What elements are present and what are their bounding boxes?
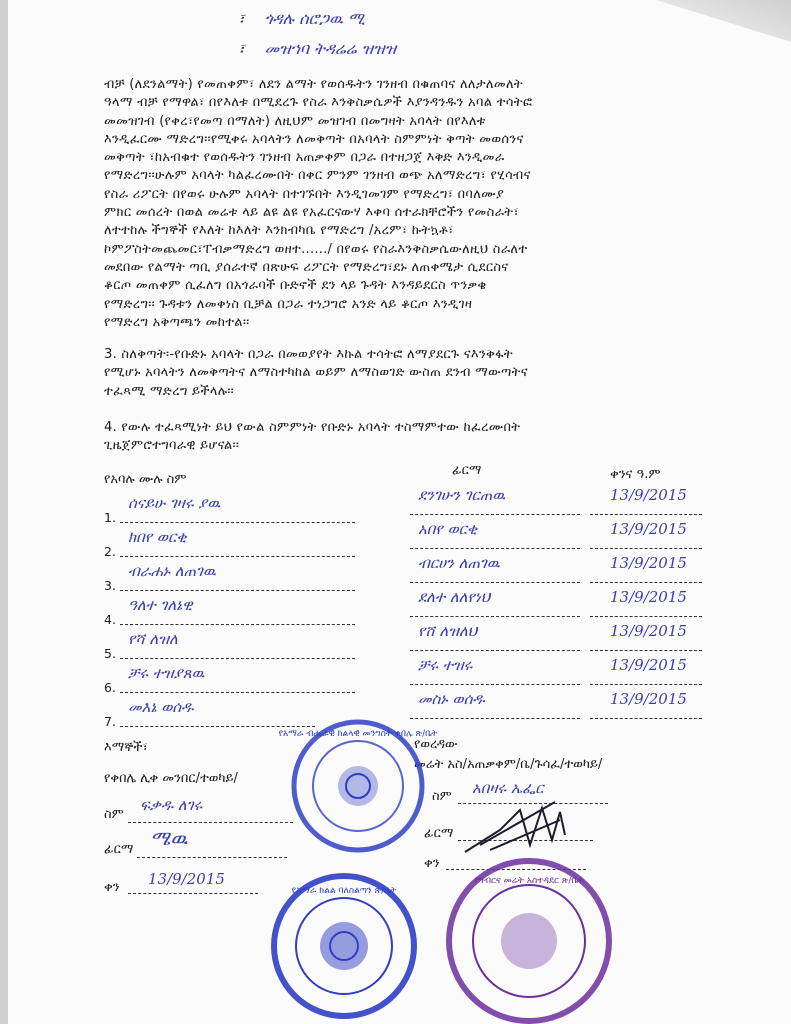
member-name: ብራሐኑ ለጠገዉ [128,562,216,580]
witness-signature-label: ፊርማ [104,842,134,857]
row-number: 6. [104,680,116,695]
para-line: ኮምፖስትመጨመር፣ፐብቃማድረግ ወዘተ....../ በየወሩ የስራእንቅስቃሴውለዚህ ስራለተ [104,241,528,257]
signature-line [410,548,580,549]
witness-date-label: ቀን [104,880,120,895]
date-line [590,514,702,515]
witness-signature-line [137,857,287,858]
member-date: 13/9/2015 [610,690,687,708]
stamp-1-text: የአማራ ብሔራዊ ክልላዊ መንግስት ቀበሌ ጽ/ቤት [278,729,438,739]
signature-line [410,718,580,719]
date-line [590,582,702,583]
date-line [590,548,702,549]
paragraph-4 [104,419,719,456]
date-line [590,616,702,617]
para-line: ምክር መሰረት በወል መሬቱ ላይ ልዩ ልዩ የአፈርናውሃ እቀባ ሰተራክቸሮችን የመስራት፣ [104,205,519,221]
stamp-2 [266,868,422,1024]
top-note-2: ፣ መዝኀባ ትዳሬሬ ዝዝዝ [238,39,397,58]
para-line: የሚሆኑ አባላትን ለመቅጣትና ለማስተካከል ወይም ለማስወገድ ውስጠ ደንብ ማውጣትና [104,365,528,381]
guarantor-name-label: ስም [432,789,452,804]
name-line [120,590,355,591]
name-line [120,658,355,659]
para-line: የማድረግ፡፡ ጉዳቱን ለመቀነስ ቢቻል በጋራ ተነጋግሮ አንድ ላይ ቆርጦ እንዲገዛ [104,296,473,312]
member-signature: የሸ ለዝለህ [418,622,478,640]
header-date: ቀንና ዓ.ም [610,467,661,482]
row-number: 1. [104,510,116,525]
para-line: ጊዜጀምሮተግባራዊ ይሆናል፡፡ [104,438,240,454]
signature-line [410,514,580,515]
date-line [590,718,702,719]
member-signature: አበየ ወርቂ [418,520,478,538]
signature-line [410,616,580,617]
guarantor-signature-scribble [460,790,570,860]
witness-signature-value: ሜዉ [150,826,188,850]
member-signature: ቻሩ ተዝሩ [418,656,473,674]
signature-line [410,684,580,685]
member-date: 13/9/2015 [610,622,687,640]
member-signature: ደለተ ለለየነህ [418,588,491,606]
member-date: 13/9/2015 [610,554,687,572]
signature-line [410,650,580,651]
para-line: መቅጣት ፣ከአብቁተ የወሰዱትን ገንዘብ አጠቃቀም በጋራ በተዘጋጀ እቅድ እንዲመራ [104,150,505,166]
member-name: ዓለተ ገለኔዊ [128,596,193,614]
para-line: ቆርጦ መጠቀም ሲፈለግ በአጎራባች ቡድኖች ደን ላይ ጉዳት እንዳይደርስ ጥንቃቄ [104,278,487,294]
guarantor-office-label: መሬት አስ/አጠቃቀም/ቤ/ጉሳፈ/ተወካይ/ [414,757,603,772]
row-number: 4. [104,612,116,627]
para-line: ብቻ (ለደንልማት) የመጠቀም፣ ለደን ልማት የወሰዱትን ገንዘብ በቁጠባና ለለታለመለት [104,77,523,92]
signature-line [410,582,580,583]
member-date: 13/9/2015 [610,656,687,674]
paragraph-3 [104,346,719,401]
name-line [120,692,355,693]
guarantor-name-value: አበዛሩ ኤፌር [472,779,544,797]
witness-name-line [128,822,293,823]
witness-date-line [128,893,258,894]
para-line: የማድረግ፡፡ሁሉም አባላት ካልፈረሙበት በቀር ምንም ገንዘብ ወጭ አለማድረግ፣ የሂሳብና [104,168,531,184]
para-line: የስራ ሪፖርት በየወሩ ሁሉም አባላት በተገኙበት እንዲገመገም የማድረግ፣ በባለሙያ [104,186,505,202]
date-line [590,650,702,651]
name-line [120,726,315,727]
row-number: 5. [104,646,116,661]
para-line: 4. የውሉ ተፈጻሚነት ይህ የውል ስምምነት የቡድኑ አባላት ተስማምተው ከፈረሙበት [104,420,521,435]
para-line: የማድረግ አቅጣጫን መከተል፡፡ [104,314,250,330]
date-line [590,684,702,685]
para-line: መደበው የልማት ጣቢ ያሰራተኛ በጽሁፍ ሪፖርት የማድረግ፣ደኑ ለጠቀሜታ ሲደርስና [104,259,509,275]
guarantor-title: የወረዳው [414,737,458,752]
member-date: 13/9/2015 [610,520,687,538]
name-line [120,556,355,557]
stamp-2-text: የአማራ ክልል ባለስልጣን ጽ/ቤት [291,886,397,896]
name-line [120,624,355,625]
member-name: ሰናይሁ ገዛሩ ያዉ [128,494,221,512]
witness-name-value: ፍቃዱ ለገሩ [140,796,203,814]
member-date: 13/9/2015 [610,588,687,606]
member-signature: ብርሀን ለጠገዉ [418,554,500,572]
member-signature: ደንገሁን ገርጠዉ [418,486,506,504]
guarantor-date-label: ቀን [424,856,440,871]
guarantor-signature-label: ፊርማ [424,826,454,841]
receiver-label: የቀበሌ ሊቀ መንበር/ተወካይ/ [104,771,238,786]
member-date: 13/9/2015 [610,486,687,504]
stamp-3-text: የግብርና መሬት አስተዳደር ጽ/ቤት [474,876,584,886]
row-number: 2. [104,544,116,559]
stamp-3 [440,855,618,1024]
member-name: ክበየ ወርቂ [128,528,187,546]
witness-name-label: ስም [104,807,124,822]
para-line: ዓላማ ብቻ የማዋል፣ በየእለቱ በሚደረጉ የስራ እንቅስቃሴዎች እያንዳንዱን አባል ተሳትፎ [104,95,533,111]
page-shadow [0,0,8,1024]
main-paragraph [104,76,719,332]
witnesses-title: እማኞች፣ [104,740,148,755]
header-member-name: የአባሉ ሙሉ ስም [104,472,187,487]
member-name: ቻሩ ተዝያጸዉ [128,664,205,682]
witness-date-value: 13/9/2015 [148,870,225,888]
top-note-1: ፣ ጎዳሉ ሰሮጋዉ ሚ [238,9,365,28]
para-line: መመዝገብ (የቀረ፣የመጣ በማለት) ለዚህም መዝገብ በመግዛት አባላት በየእለቱ [104,113,486,129]
para-line: እንዲፈርሙ ማድረግ፡፡የሚቀሩ አባላትን ለመቅጣት በአባላት ስምምነት ቅጣት መወሰንና [104,131,524,147]
para-line: 3. ስለቅጣት፡-የቡድኑ አባላት በጋራ በመወያየት እኩል ተሳትፎ ለማያደርጉ ናእንቅፋት [104,347,513,362]
member-name: የሻ ለዝለ [128,630,178,648]
member-name: መእኔ ወሰዱ [128,698,194,716]
row-number: 7. [104,714,116,729]
para-line: ተፈጻሚ ማድረግ ይችላሉ፡፡ [104,383,234,399]
name-line [120,522,355,523]
para-line: ለተተከሉ ችግኞች የእለት ከእለት እንክብካቤ የማድረግ /አረም፣ ኩትኳቶ፣ [104,223,454,239]
header-signature: ፊርማ [452,463,482,478]
member-signature: መስኑ ወሰዱ [418,690,485,708]
row-number: 3. [104,578,116,593]
